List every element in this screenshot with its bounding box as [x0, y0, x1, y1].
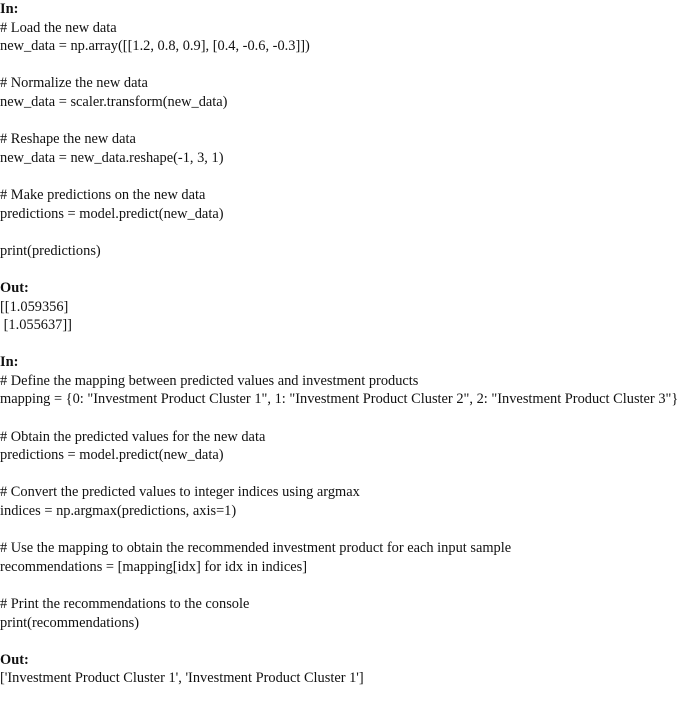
code-line: # Define the mapping between predicted values and investment products: [0, 372, 419, 389]
code-line: # Convert the predicted values to integer indices using argmax: [0, 484, 360, 501]
blank-line: [0, 409, 681, 428]
cell-separator: [0, 335, 681, 354]
blank-line: [0, 465, 681, 484]
code-line: # Print the recommendations to the console: [0, 596, 250, 612]
output-line: [1.055637]]: [0, 317, 72, 334]
code-line: # Load the new data: [0, 19, 117, 36]
out-label: Out:: [0, 651, 29, 668]
code-line: predictions = model.predict(new_data): [0, 205, 224, 222]
blank-line: [0, 576, 681, 595]
output-line: [[1.059356]: [0, 298, 69, 315]
code-line: # Use the mapping to obtain the recommended investment product for each input sample: [0, 540, 512, 557]
code-line: # Normalize the new data: [0, 75, 148, 92]
blank-line: [0, 112, 681, 131]
code-line: # Obtain the predicted values for the new data: [0, 428, 266, 445]
code-line: print(predictions): [0, 242, 101, 259]
output-block-2: [0, 651, 681, 688]
code-line: # Make predictions on the new data: [0, 186, 206, 203]
code-line: new_data = scaler.transform(new_data): [0, 93, 228, 110]
code-line: new_data = np.array([[1.2, 0.8, 0.9], [0.4, -0.6, -0.3]]): [0, 38, 310, 55]
in-label: In:: [0, 1, 19, 17]
code-line: predictions = model.predict(new_data): [0, 447, 224, 464]
code-line: mapping = {0: "Investment Product Cluster 1", 1: "Investment Product Cluster 2", 2: "Investment Product Cluster 3"}: [0, 391, 679, 408]
blank-line: [0, 56, 681, 75]
in-label: In:: [0, 354, 19, 371]
code-cell-2: [0, 353, 681, 688]
code-line: print(recommendations): [0, 614, 140, 631]
code-line: # Reshape the new data: [0, 131, 136, 148]
output-block-1: [0, 279, 681, 335]
code-line: new_data = new_data.reshape(-1, 3, 1): [0, 149, 224, 166]
code-line: indices = np.argmax(predictions, axis=1): [0, 503, 237, 520]
blank-line: [0, 223, 681, 242]
code-cell-1: [0, 0, 681, 335]
blank-line: [0, 521, 681, 540]
output-line: ['Investment Product Cluster 1', 'Investment Product Cluster 1']: [0, 670, 364, 687]
blank-line: [0, 167, 681, 186]
out-label: Out:: [0, 279, 29, 296]
code-line: recommendations = [mapping[idx] for idx in indices]: [0, 558, 308, 575]
